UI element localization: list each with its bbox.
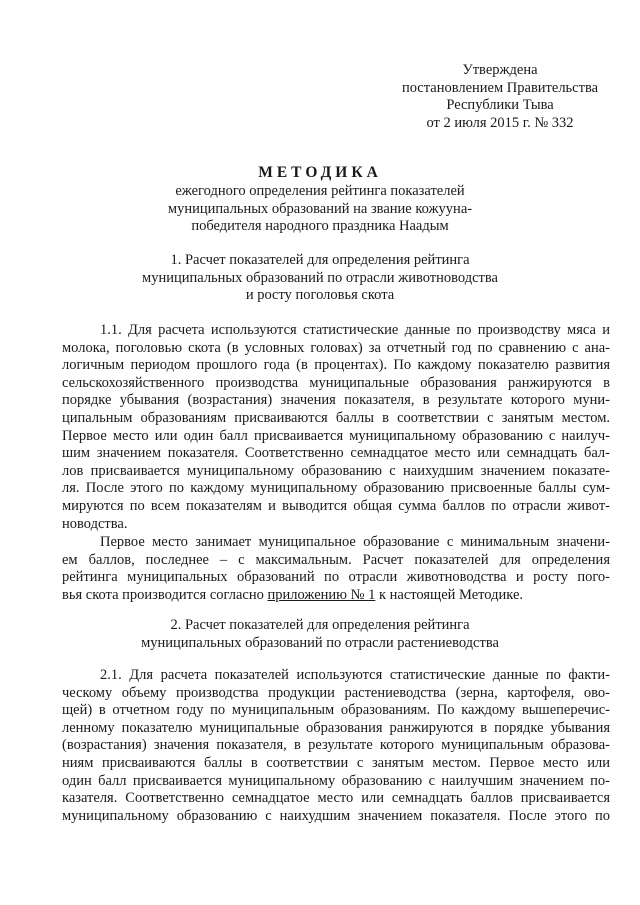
text-line: Первое место занимает муниципальное образование с минимальным значени- [100,534,610,550]
document-title: МЕТОДИКА [258,164,382,181]
subtitle-line: муниципальных образований на звание кожууна- [167,200,473,217]
text-line: ческому объему производства продукции растениеводства (зерна, картофеля, ово- [62,684,610,701]
text-line: щей) в отчетном году по муниципальным образованиям. По каждому вышеперечис- [62,702,610,719]
section-1-heading [0,252,640,305]
text-line: порядке убывания (возрастания) значения показателя, в результате которого муни- [62,392,610,409]
text-line: ля. После этого по каждому муниципальному образованию присвоенные баллы сум- [62,480,610,497]
text-line: молока, поголовью скота (в условных головах) за отчетный год по сравнению с ана- [62,339,610,356]
approval-line: Республики Тыва [446,97,554,113]
text-line: мируются по всем показателям и выводится общая сумма баллов по отрасли живот- [62,497,610,514]
subtitle-line: победителя народного праздника Наадым [191,218,449,234]
text-line: 1.1. Для расчета используются статистические данные по производству мяса и [100,322,610,338]
text-line: ем баллов, последнее – с максимальным. Расчет показателей для определения [62,551,610,568]
appendix-1-link[interactable]: приложению № 1 [267,586,376,603]
section-2-heading [0,617,640,652]
heading-line: муниципальных образований по отрасли животноводства [142,269,498,286]
text-fragment: вья скота производится согласно [62,586,268,603]
approval-line: от 2 июля 2015 г. № 332 [426,114,574,131]
document-subtitle [0,183,640,236]
text-line: логичным периодом прошлого года (в процентах). По каждому показателю развития [62,357,610,374]
text-line: муниципальному образованию с наихудшим значением показателя. После этого по [62,807,610,824]
text-fragment: к настоящей Методике. [375,586,524,603]
text-line: сельскохозяйственного производства муниципальные образования ранжируются в [62,374,610,391]
text-line: ципальным образованиям присваиваются баллы в соответствии с занятым местом. [62,409,610,426]
text-line: новодства. [62,515,128,532]
text-line [62,587,610,605]
text-line: казателя. Соответственно семнадцатое место или семнадцать баллов присваивается [62,790,610,807]
subtitle-line: ежегодного определения рейтинга показателей [175,183,465,199]
heading-line: и росту поголовья скота [245,287,395,303]
heading-line: 1. Расчет показателей для определения рейтинга [170,252,470,268]
approval-stamp [380,62,620,132]
text-line: рейтинга муниципальных образований по отрасли животноводства и росту пого- [62,569,610,586]
text-line: Первое место или один балл присваивается муниципальному образованию с наилуч- [62,427,610,444]
paragraph-1-2 [62,534,610,604]
approval-line: Утверждена [462,62,538,78]
text-line: ленному показателю муниципальные образования ранжируются в порядке убывания [62,719,610,736]
text-line: (возрастания) значения показателя, в результате которого муниципальным образова- [62,737,610,754]
heading-line: 2. Расчет показателей для определения рейтинга [170,617,470,633]
text-line: лов присваивается муниципальному образованию с наихудшим значением показате- [62,462,610,479]
paragraph-1-1 [62,322,610,533]
text-line: 2.1. Для расчета показателей используются статистические данные по факти- [100,667,610,683]
paragraph-2-1 [62,667,610,825]
text-line: ниям присваиваются баллы в соответствии с занятым местом. Первое место или [62,754,610,771]
approval-line: постановлением Правительства [401,79,599,96]
heading-line: муниципальных образований по отрасли растениеводства [141,634,499,651]
text-line: один балл присваивается муниципальному образованию с наилучшим значением по- [62,772,610,789]
text-line: шим значением показателя. Соответственно семнадцатое место или семнадцать бал- [62,445,610,462]
